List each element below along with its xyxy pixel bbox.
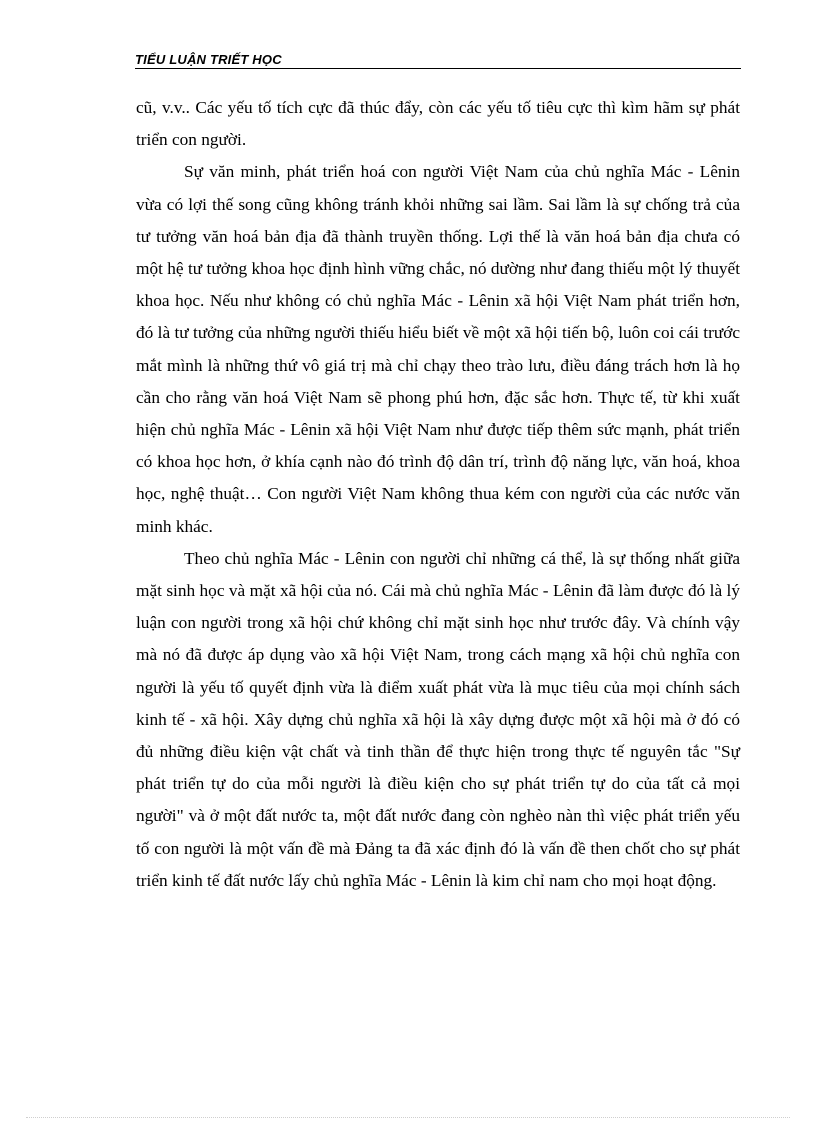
- document-body: [136, 92, 740, 897]
- header-title: TIỂU LUẬN TRIẾT HỌC: [135, 52, 282, 67]
- paragraph-1: cũ, v.v.. Các yếu tố tích cực đã thúc đẩy, còn các yếu tố tiêu cực thì kìm hãm sự phát triển con người.: [136, 98, 740, 150]
- page-header: [135, 54, 741, 69]
- paragraph-2: Sự văn minh, phát triển hoá con người Việt Nam của chủ nghĩa Mác - Lênin vừa có lợi thế song cũng không tránh khỏi những sai lầm. Sai lầm là sự chống trả của tư tưởng văn hoá bản địa đã thành truyền thống. Lợi thế là văn hoá bản địa chưa có một hệ tư tưởng khoa học định hình vững chắc, nó dường như đang thiếu một lý thuyết khoa học. Nếu như không có chủ nghĩa Mác - Lênin xã hội Việt Nam phát triển hơn, đó là tư tưởng của những người thiếu hiểu biết về một xã hội tiến bộ, luôn coi cái trước mắt mình là những thứ vô giá trị mà chỉ chạy theo trào lưu, điều đáng trách hơn là họ cần cho rằng văn hoá Việt Nam sẽ phong phú hơn, đặc sắc hơn. Thực tế, từ khi xuất hiện chủ nghĩa Mác - Lênin xã hội Việt Nam như được tiếp thêm sức mạnh, phát triển có khoa học hơn, ở khía cạnh nào đó trình độ dân trí, trình độ năng lực, văn hoá, khoa học, nghệ thuật… Con người Việt Nam không thua kém con người của các nước văn minh khác.: [136, 162, 740, 536]
- page-footer-divider: [26, 1117, 790, 1118]
- paragraph-3: Theo chủ nghĩa Mác - Lênin con người chỉ những cá thể, là sự thống nhất giữa mặt sinh học và mặt xã hội của nó. Cái mà chủ nghĩa Mác - Lênin đã làm được đó là lý luận con người trong xã hội chứ không chỉ mặt sinh học như trước đây. Và chính vậy mà nó đã được áp dụng vào xã hội Việt Nam, trong cách mạng xã hội chủ nghĩa con người là yếu tố quyết định vừa là điểm xuất phát vừa là mục tiêu của mọi chính sách kinh tế - xã hội. Xây dựng chủ nghĩa xã hội là xây dựng được một xã hội mà ở đó có đủ những điều kiện vật chất và tinh thần để thực hiện trong thực tế nguyên tắc "Sự phát triển tự do của mỗi người là điều kiện cho sự phát triển tự do của tất cả mọi người" và ở một đất nước ta, một đất nước đang còn nghèo nàn thì việc phát triển yếu tố con người là một vấn đề mà Đảng ta đã xác định đó là vấn đề then chốt cho sự phát triển kinh tế đất nước lấy chủ nghĩa Mác - Lênin là kim chỉ nam cho mọi hoạt động.: [136, 548, 740, 890]
